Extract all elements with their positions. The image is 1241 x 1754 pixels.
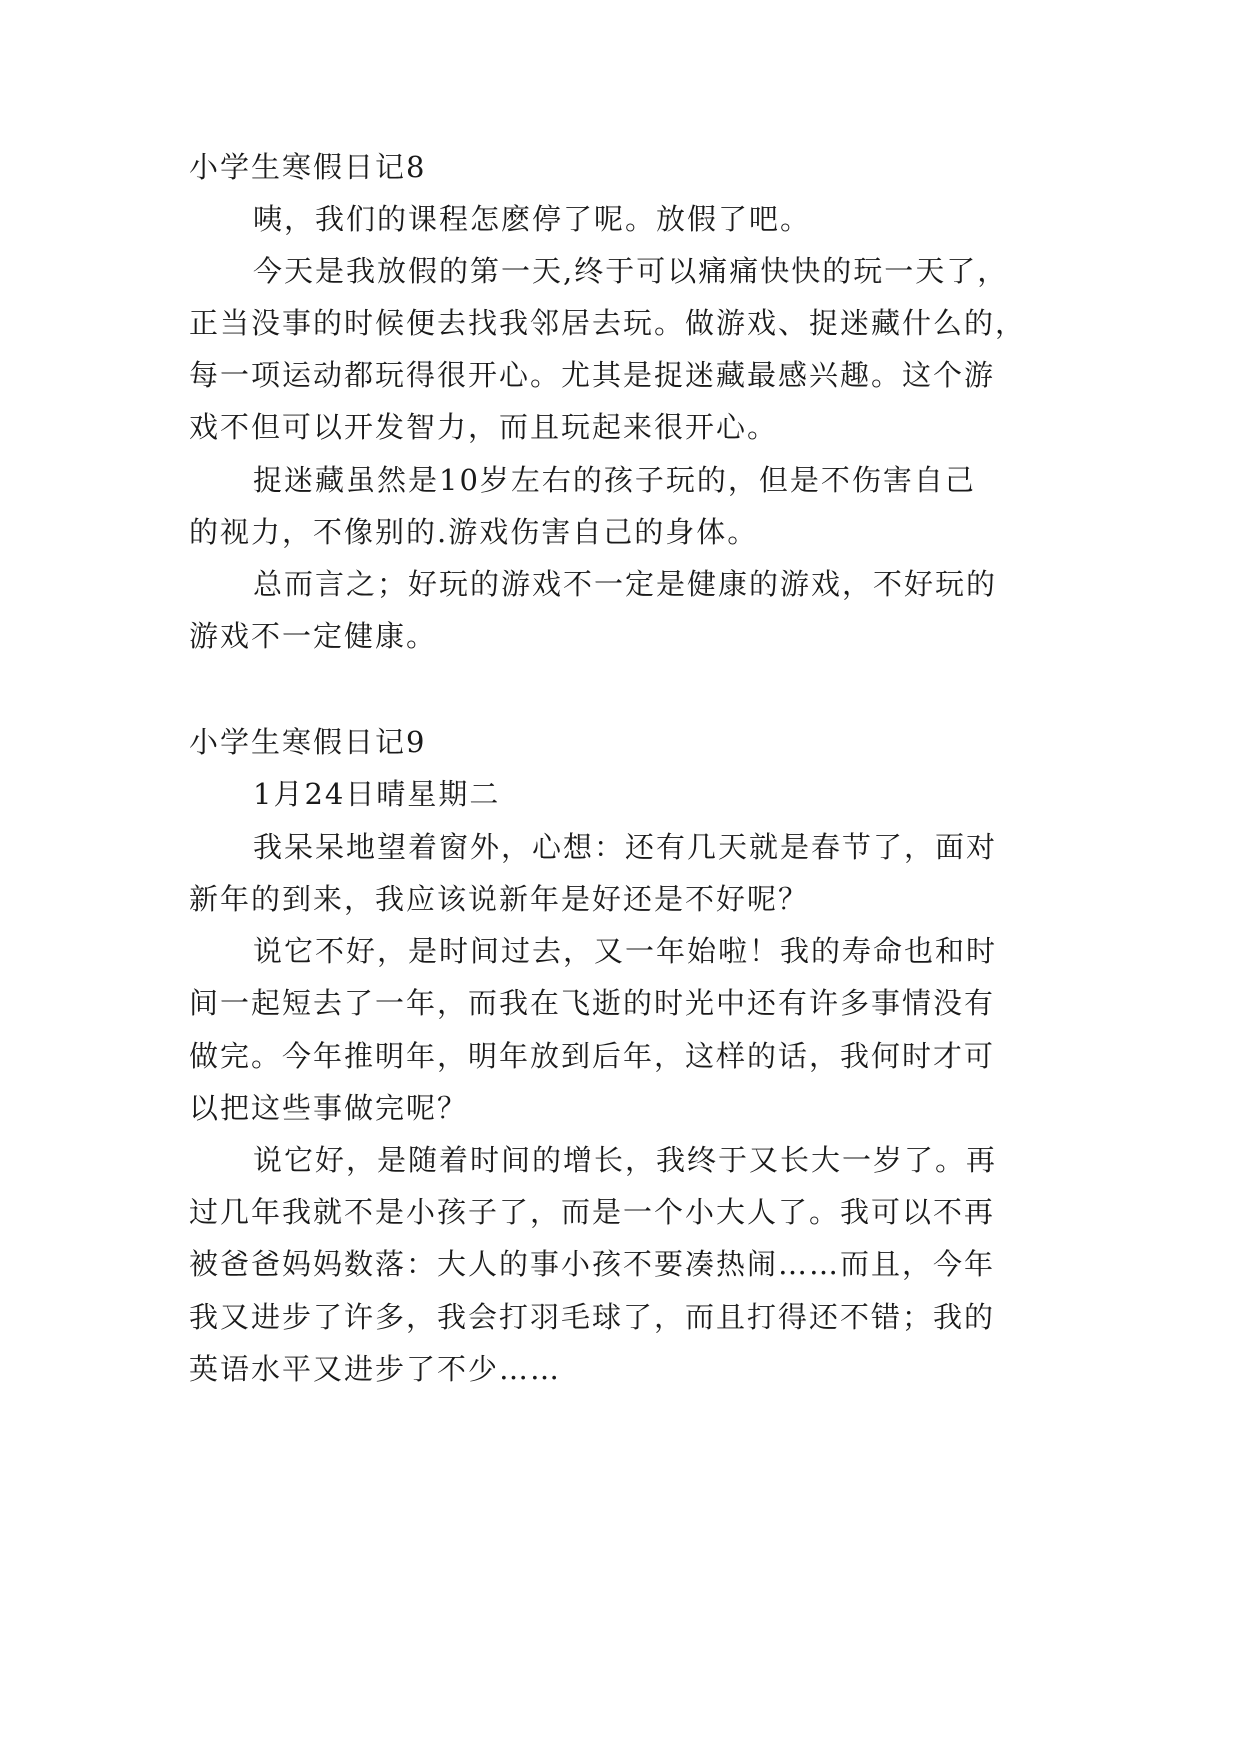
paragraph-line: 游戏不一定健康。 [189,619,438,653]
paragraph-line: 以把这些事做完呢？ [189,1091,469,1125]
entry-8-title: 小学生寒假日记8 [189,150,427,184]
paragraph-line: 英语水平又进步了不少…… [189,1352,562,1386]
paragraph-line: 被爸爸妈妈数落：大人的事小孩不要凑热闹……而且，今年 [189,1247,996,1281]
paragraph-line: 说它不好，是时间过去，又一年始啦！我的寿命也和时 [253,934,998,968]
paragraph-line: 说它好，是随着时间的增长，我终于又长大一岁了。再 [253,1143,998,1177]
paragraph-line: 戏不但可以开发智力，而且玩起来很开心。 [189,410,779,444]
entry-9-date: 1月24日晴星期二 [253,777,501,811]
paragraph-line: 咦，我们的课程怎麽停了呢。放假了吧。 [253,202,812,236]
entry-9-title: 小学生寒假日记9 [189,725,427,759]
paragraph-line: 间一起短去了一年，而我在飞逝的时光中还有许多事情没有 [189,986,996,1020]
paragraph-line: 的视力，不像别的.游戏伤害自己的身体。 [189,515,759,549]
paragraph-line: 新年的到来，我应该说新年是好还是不好呢？ [189,882,810,916]
paragraph-line: 每一项运动都玩得很开心。尤其是捉迷藏最感兴趣。这个游 [189,358,996,392]
paragraph-line: 过几年我就不是小孩子了，而是一个小大人了。我可以不再 [189,1195,996,1229]
paragraph-line: 总而言之；好玩的游戏不一定是健康的游戏，不好玩的 [253,567,998,601]
paragraph-line: 捉迷藏虽然是10岁左右的孩子玩的，但是不伤害自己 [253,463,976,497]
paragraph-line: 我又进步了许多，我会打羽毛球了，而且打得还不错；我的 [189,1300,996,1334]
paragraph-line: 做完。今年推明年，明年放到后年，这样的话，我何时才可 [189,1039,996,1073]
paragraph-line: 今天是我放假的第一天,终于可以痛痛快快的玩一天了， [253,254,1009,288]
paragraph-line: 正当没事的时候便去找我邻居去玩。做游戏、捉迷藏什么的， [189,306,1027,340]
paragraph-line: 我呆呆地望着窗外，心想：还有几天就是春节了，面对 [253,830,998,864]
